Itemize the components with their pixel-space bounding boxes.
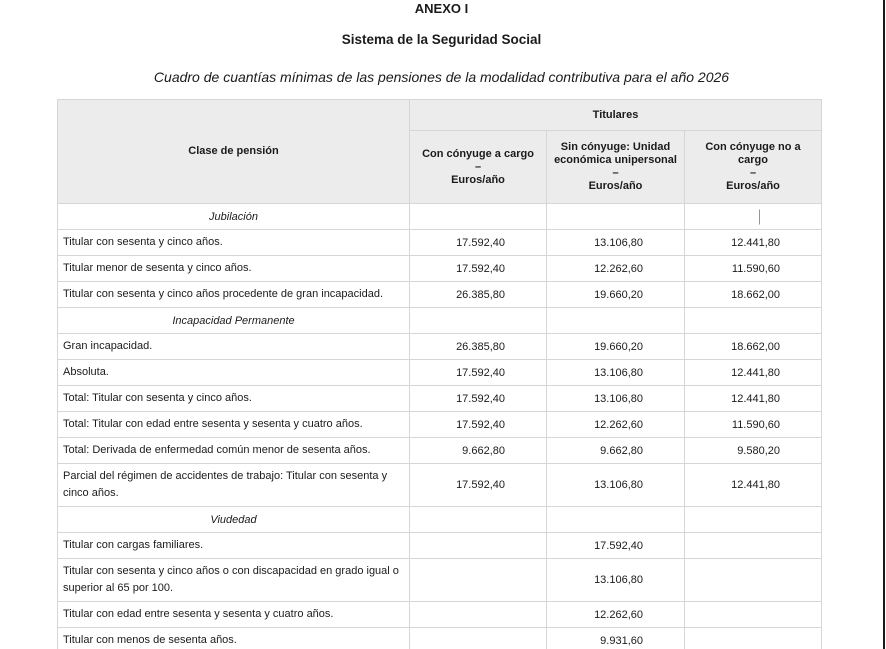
row-label: Titular con menos de sesenta años. xyxy=(58,628,410,649)
active-edit-cell[interactable] xyxy=(685,204,822,230)
table-cell: 19.660,20 xyxy=(547,282,685,308)
table-cell xyxy=(410,559,547,602)
table-row xyxy=(58,628,822,649)
table-cell xyxy=(685,533,822,559)
table-cell: 13.106,80 xyxy=(547,559,685,602)
section-row-viudedad xyxy=(58,507,822,533)
table-row xyxy=(58,602,822,628)
table-row xyxy=(58,386,822,412)
table-cell xyxy=(685,507,822,533)
doc-subtitle: Cuadro de cuantías mínimas de las pensiones de la modalidad contributiva para el año 2026 xyxy=(153,69,730,85)
table-row xyxy=(58,334,822,360)
table-cell xyxy=(685,559,822,602)
table-cell: 13.106,80 xyxy=(547,230,685,256)
table-cell xyxy=(547,204,685,230)
table-row xyxy=(58,533,822,559)
table-cell xyxy=(410,602,547,628)
table-cell: 17.592,40 xyxy=(410,412,547,438)
header-titulares: Titulares xyxy=(410,100,822,131)
column-title: Con cónyuge a cargo xyxy=(422,147,534,160)
table-row xyxy=(58,559,822,602)
table-cell: 13.106,80 xyxy=(547,464,685,507)
table-row xyxy=(58,360,822,386)
table-cell: 18.662,00 xyxy=(685,282,822,308)
section-row-jubilacion xyxy=(58,204,822,230)
column-dash: – xyxy=(612,167,619,179)
table-row xyxy=(58,412,822,438)
row-label: Titular menor de sesenta y cinco años. xyxy=(58,256,410,282)
table-cell xyxy=(685,628,822,649)
header-con-conyuge-no-a-cargo xyxy=(685,131,822,204)
table-cell: 9.662,80 xyxy=(410,438,547,464)
table-cell xyxy=(547,308,685,334)
doc-heading-sistema: Sistema de la Seguridad Social xyxy=(341,32,542,47)
section-label: Viudedad xyxy=(58,507,410,533)
doc-heading-anexo: ANEXO I xyxy=(414,1,469,16)
table-row xyxy=(58,230,822,256)
table-cell xyxy=(685,308,822,334)
table-cell: 17.592,40 xyxy=(410,360,547,386)
row-label: Titular con cargas familiares. xyxy=(58,533,410,559)
table-cell: 17.592,40 xyxy=(410,256,547,282)
table-cell: 12.441,80 xyxy=(685,360,822,386)
row-label: Titular con edad entre sesenta y sesenta y cuatro años. xyxy=(58,602,410,628)
table-cell: 12.262,60 xyxy=(547,256,685,282)
table-cell: 12.441,80 xyxy=(685,230,822,256)
table-cell: 11.590,60 xyxy=(685,412,822,438)
window-right-edge xyxy=(883,0,885,649)
table-cell: 12.441,80 xyxy=(685,464,822,507)
table-cell: 9.580,20 xyxy=(685,438,822,464)
row-label: Titular con sesenta y cinco años procedente de gran incapacidad. xyxy=(58,282,410,308)
table-cell: 9.931,60 xyxy=(547,628,685,649)
column-dash: – xyxy=(474,160,482,173)
table-cell: 12.262,60 xyxy=(547,602,685,628)
row-label: Total: Titular con sesenta y cinco años. xyxy=(58,386,410,412)
header-sin-conyuge xyxy=(547,131,685,204)
table-cell xyxy=(410,507,547,533)
table-cell: 17.592,40 xyxy=(410,230,547,256)
row-label: Titular con sesenta y cinco años. xyxy=(58,230,410,256)
table-header-group-row xyxy=(58,100,822,131)
table-cell xyxy=(410,533,547,559)
table-cell: 13.106,80 xyxy=(547,360,685,386)
column-title: Sin cónyuge: Unidad económica unipersonal xyxy=(554,141,677,166)
row-label: Parcial del régimen de accidentes de trabajo: Titular con sesenta y cinco años. xyxy=(58,464,410,507)
table-cell: 26.385,80 xyxy=(410,282,547,308)
pension-table xyxy=(57,99,822,649)
table-cell xyxy=(410,204,547,230)
row-label: Titular con sesenta y cinco años o con discapacidad en grado igual o superior al 65 por 100. xyxy=(58,559,410,602)
table-cell: 13.106,80 xyxy=(547,386,685,412)
row-label: Total: Titular con edad entre sesenta y sesenta y cuatro años. xyxy=(58,412,410,438)
row-label: Total: Derivada de enfermedad común menor de sesenta años. xyxy=(58,438,410,464)
table-row xyxy=(58,438,822,464)
table-cell: 12.441,80 xyxy=(685,386,822,412)
column-unit: Euros/año xyxy=(588,180,643,192)
table-cell: 17.592,40 xyxy=(410,386,547,412)
table-cell: 26.385,80 xyxy=(410,334,547,360)
table-row xyxy=(58,256,822,282)
column-unit: Euros/año xyxy=(451,173,505,186)
table-cell: 19.660,20 xyxy=(547,334,685,360)
section-label: Incapacidad Permanente xyxy=(58,308,410,334)
table-cell xyxy=(410,308,547,334)
text-caret xyxy=(759,209,760,224)
column-unit: Euros/año xyxy=(726,180,780,192)
row-label: Absoluta. xyxy=(58,360,410,386)
table-cell: 11.590,60 xyxy=(685,256,822,282)
header-clase-de-pension: Clase de pensión xyxy=(58,100,410,204)
table-cell: 17.592,40 xyxy=(410,464,547,507)
section-row-incapacidad-permanente xyxy=(58,308,822,334)
table-cell: 17.592,40 xyxy=(547,533,685,559)
section-label: Jubilación xyxy=(58,204,410,230)
table-cell xyxy=(410,628,547,649)
column-dash: – xyxy=(749,167,757,179)
table-row xyxy=(58,464,822,507)
header-con-conyuge-a-cargo xyxy=(410,131,547,204)
table-cell xyxy=(685,602,822,628)
table-cell: 18.662,00 xyxy=(685,334,822,360)
table-cell: 12.262,60 xyxy=(547,412,685,438)
row-label: Gran incapacidad. xyxy=(58,334,410,360)
table-cell: 9.662,80 xyxy=(547,438,685,464)
table-row xyxy=(58,282,822,308)
column-title: Con cónyuge no a cargo xyxy=(705,141,801,166)
table-cell xyxy=(547,507,685,533)
